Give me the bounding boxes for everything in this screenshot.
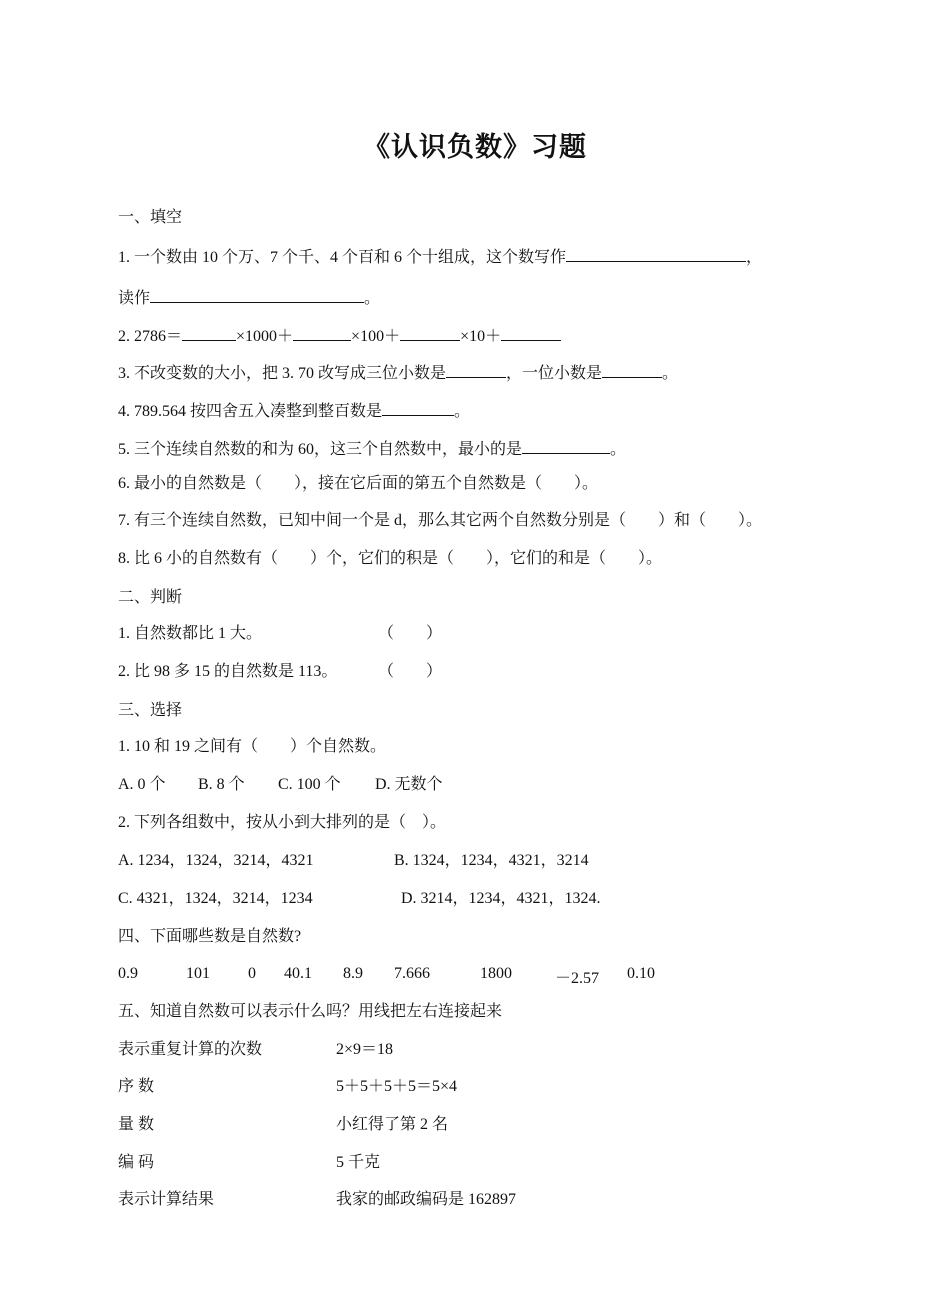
- question-1-1: 1. 一个数由 10 个万、7 个千、4 个百和 6 个十组成，这个数写作 ，: [118, 245, 762, 268]
- question-1-2: 2. 2786＝ ×1000＋ ×100＋ ×10＋: [118, 324, 561, 347]
- question-2-1: 1. 自然数都比 1 大。: [118, 625, 263, 642]
- match-left-item[interactable]: 序 数: [118, 1078, 155, 1095]
- question-3-1: 1. 10 和 19 之间有（ ）个自然数。: [118, 738, 387, 755]
- number-item[interactable]: 0: [248, 965, 256, 982]
- answer-blank[interactable]: [522, 437, 610, 454]
- section-heading-matching: 五、知道自然数可以表示什么吗？用线把左右连接起来: [118, 1003, 503, 1020]
- match-left-item[interactable]: 编 码: [118, 1154, 155, 1171]
- number-item[interactable]: 101: [186, 965, 210, 982]
- option-a[interactable]: A. 1234，1324，3214，4321: [118, 852, 314, 869]
- number-item[interactable]: 7.666: [394, 965, 430, 982]
- question-1-8: 8. 比 6 小的自然数有（ ）个，它们的积是（ ），它们的和是（ ）。: [118, 550, 663, 567]
- match-right-item[interactable]: 5 千克: [336, 1154, 381, 1171]
- answer-blank[interactable]: [400, 324, 460, 341]
- number-item[interactable]: 8.9: [343, 965, 363, 982]
- answer-blank[interactable]: [150, 286, 364, 303]
- answer-blank[interactable]: [566, 245, 746, 262]
- match-left-item[interactable]: 表示重复计算的次数: [118, 1041, 263, 1058]
- question-3-2: 2. 下列各组数中，按从小到大排列的是（ ）。: [118, 814, 447, 831]
- number-item[interactable]: 40.1: [284, 965, 312, 982]
- number-item[interactable]: 0.9: [118, 965, 138, 982]
- option-d[interactable]: D. 3214，1234，4321，1324.: [401, 890, 601, 907]
- option-b[interactable]: B. 8 个: [198, 776, 245, 793]
- number-item[interactable]: 1800: [480, 965, 512, 982]
- option-c[interactable]: C. 100 个: [278, 776, 341, 793]
- option-c[interactable]: C. 4321，1324，3214，1234: [118, 890, 313, 907]
- option-b[interactable]: B. 1324，1234，4321，3214: [394, 852, 589, 869]
- match-left-item[interactable]: 量 数: [118, 1116, 155, 1133]
- section-heading-natural-numbers: 四、下面哪些数是自然数?: [118, 928, 302, 945]
- question-text: 1. 一个数由 10 个万、7 个千、4 个百和 6 个十组成，这个数写作: [118, 249, 567, 266]
- option-d[interactable]: D. 无数个: [375, 776, 443, 793]
- answer-paren[interactable]: （ ）: [378, 625, 443, 642]
- match-right-item[interactable]: 5＋5＋5＋5＝5×4: [336, 1078, 458, 1095]
- match-right-item[interactable]: 我家的邮政编码是 162897: [336, 1191, 517, 1208]
- answer-blank[interactable]: [382, 399, 454, 416]
- page-title: 《认识负数》习题: [363, 132, 587, 163]
- answer-paren[interactable]: （ ）: [378, 663, 443, 680]
- section-heading-judge: 二、判断: [118, 589, 183, 606]
- number-item[interactable]: 0.10: [627, 965, 655, 982]
- section-heading-fill-blank: 一、填空: [118, 209, 183, 226]
- number-item[interactable]: －2.57: [555, 970, 600, 987]
- question-1-4: 4. 789.564 按四舍五入凑整到整百数是 。: [118, 399, 470, 422]
- match-right-item[interactable]: 2×9＝18: [336, 1041, 394, 1058]
- option-a[interactable]: A. 0 个: [118, 776, 166, 793]
- question-1-6: 6. 最小的自然数是（ ），接在它后面的第五个自然数是（ ）。: [118, 475, 599, 492]
- answer-blank[interactable]: [293, 324, 351, 341]
- question-1-7: 7. 有三个连续自然数，已知中间一个是 d，那么其它两个自然数分别是（ ）和（ ）。: [118, 512, 763, 529]
- question-1-5: 5. 三个连续自然数的和为 60，这三个自然数中，最小的是 。: [118, 437, 626, 460]
- section-heading-choice: 三、选择: [118, 702, 183, 719]
- answer-blank[interactable]: [501, 324, 561, 341]
- question-3-1-options: [118, 775, 443, 795]
- answer-blank[interactable]: [602, 361, 662, 378]
- question-1-1-read: 读作 。: [118, 286, 380, 309]
- answer-blank[interactable]: [182, 324, 236, 341]
- match-left-item[interactable]: 表示计算结果: [118, 1191, 215, 1208]
- match-right-item[interactable]: 小红得了第 2 名: [336, 1116, 449, 1133]
- question-1-3: 3. 不改变数的大小，把 3. 70 改写成三位小数是 ，一位小数是 。: [118, 361, 678, 384]
- question-2-2: 2. 比 98 多 15 的自然数是 113。: [118, 663, 338, 680]
- answer-blank[interactable]: [446, 361, 506, 378]
